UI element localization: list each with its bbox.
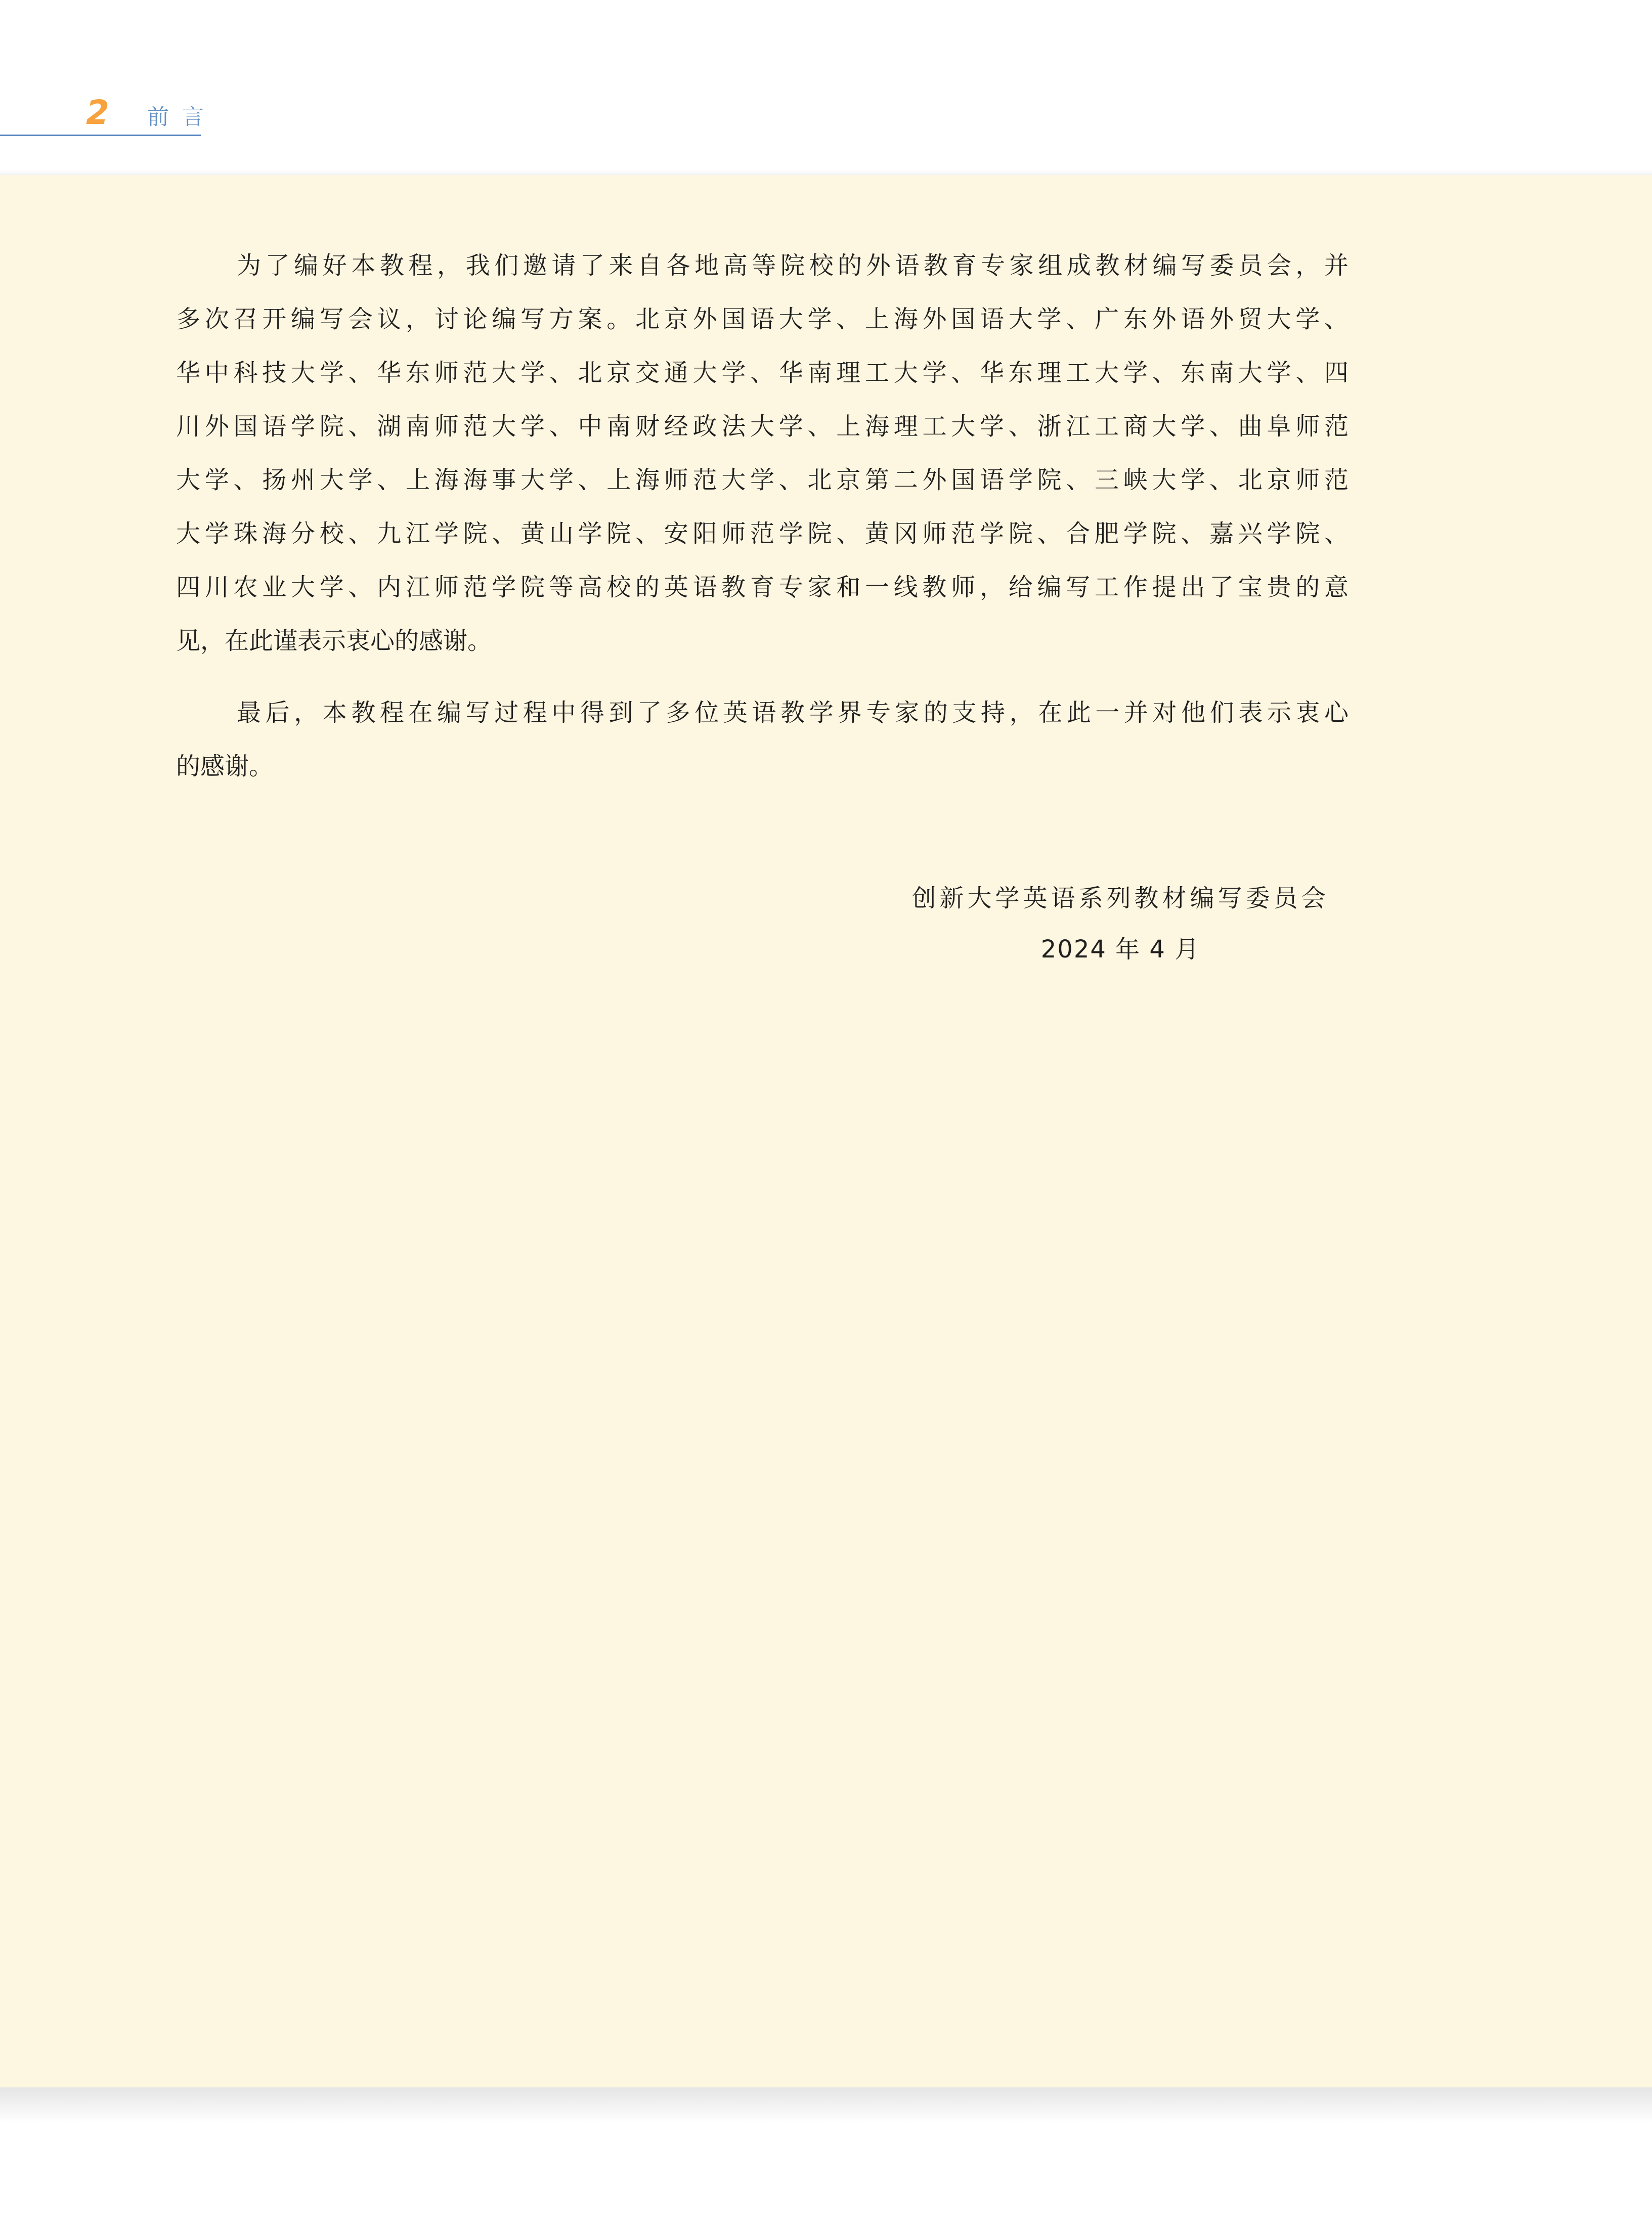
page-title: 前言 (147, 105, 217, 130)
paper-top-shadow (0, 170, 1652, 175)
paragraph-line: 的感谢。 (176, 752, 274, 780)
paper-bottom-shadow (0, 2087, 1652, 2123)
paragraph-line: 大学珠海分校、九江学院、黄山学院、安阳师范学院、黄冈师范学院、合肥学院、嘉兴学院、 (176, 519, 1349, 548)
paragraph-line: 华中科技大学、华东师范大学、北京交通大学、华南理工大学、华东理工大学、东南大学、四 (176, 359, 1349, 387)
paragraph-line: 最后，本教程在编写过程中得到了多位英语教学界专家的支持，在此一并对他们表示衷心 (237, 699, 1349, 727)
signature-date: 2024 年 4 月 (1040, 935, 1200, 964)
signature-committee: 创新大学英语系列教材编写委员会 (911, 884, 1329, 912)
paragraph-line: 川外国语学院、湖南师范大学、中南财经政法大学、上海理工大学、浙江工商大学、曲阜师范 (176, 412, 1349, 441)
paragraph-line: 为了编好本教程，我们邀请了来自各地高等院校的外语教育专家组成教材编写委员会，并 (237, 251, 1349, 280)
paragraph-line: 大学、扬州大学、上海海事大学、上海师范大学、北京第二外国语学院、三峡大学、北京师范 (176, 466, 1349, 494)
page-number: 2 (86, 93, 109, 132)
paragraph-line: 四川农业大学、内江师范学院等高校的英语教育专家和一线教师，给编写工作提出了宝贵的意 (176, 573, 1349, 601)
paragraph-2 (176, 686, 1349, 793)
preface-body (176, 239, 1349, 793)
paragraph-1 (176, 239, 1349, 668)
header-rule-divider (0, 135, 201, 136)
paragraph-line: 见，在此谨表示衷心的感谢。 (176, 627, 492, 655)
paragraph-line: 多次召开编写会议，讨论编写方案。北京外国语大学、上海外国语大学、广东外语外贸大学、 (176, 305, 1349, 333)
